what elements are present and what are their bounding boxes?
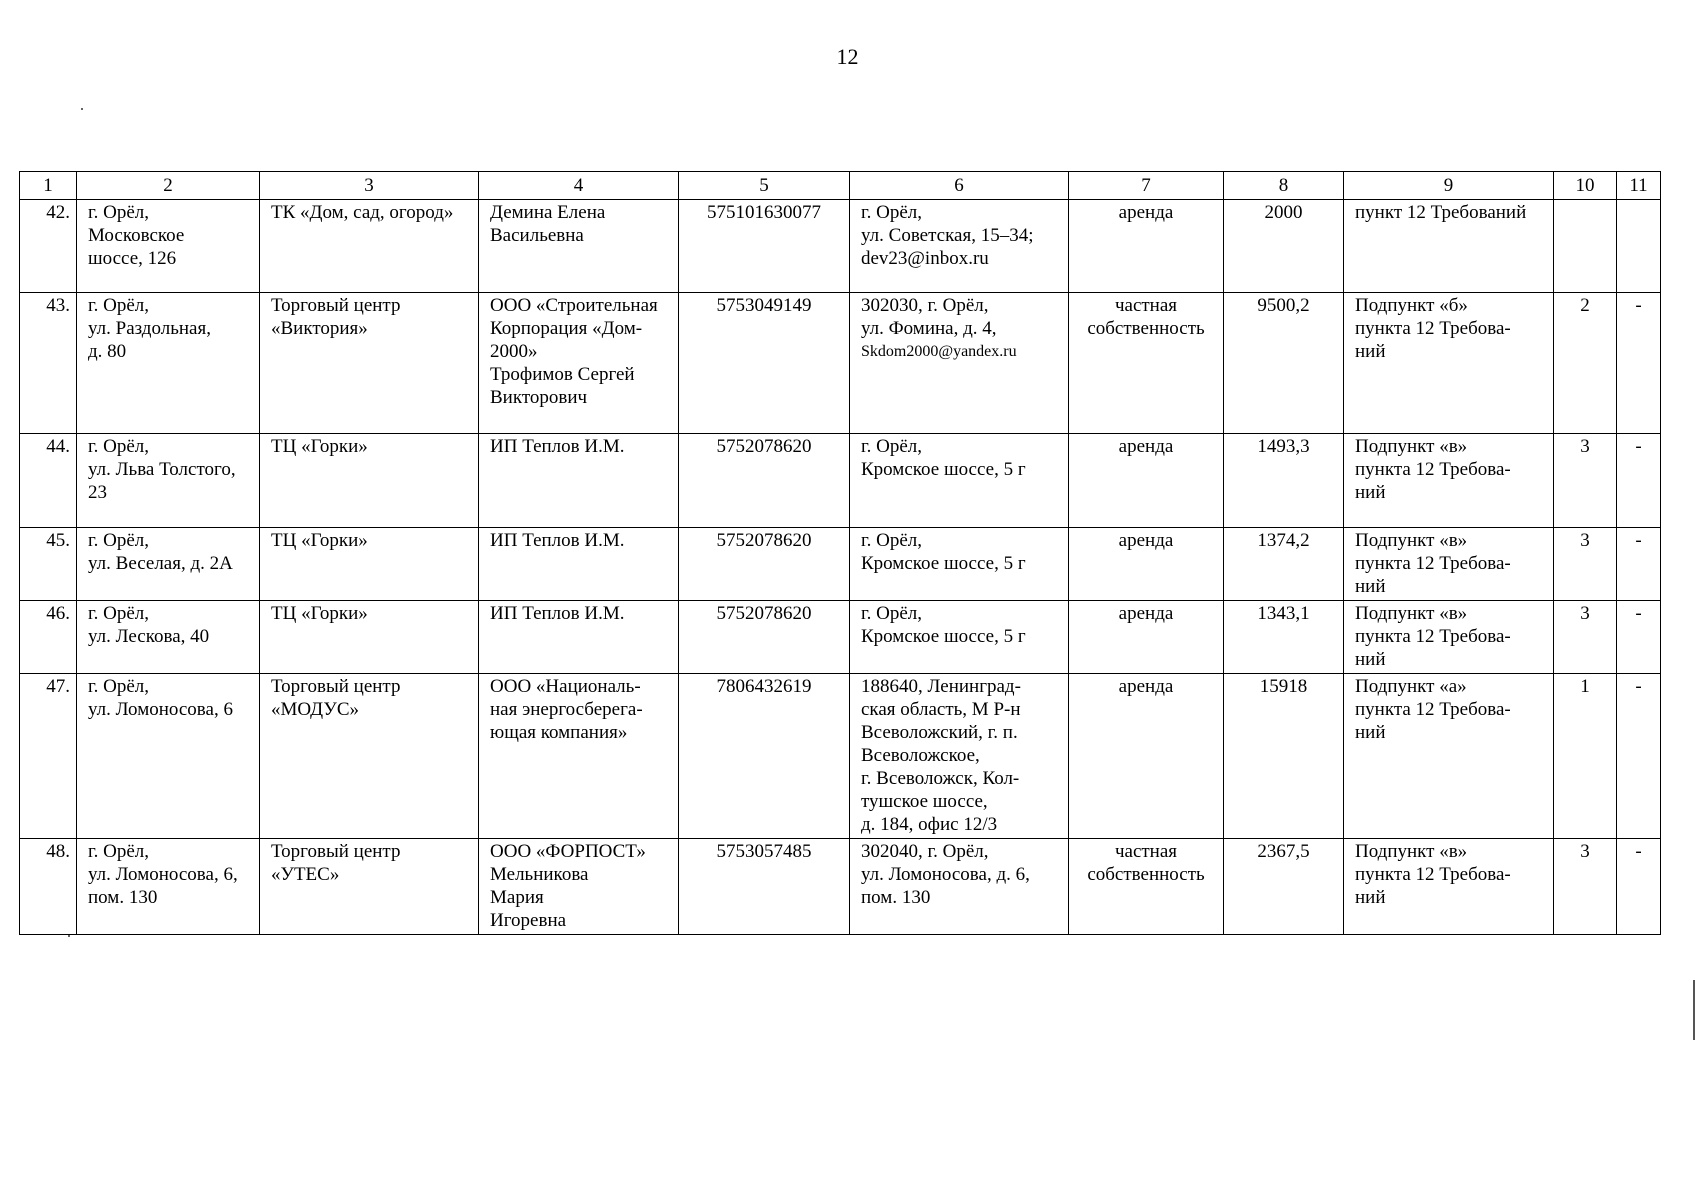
owner-name: ООО «Строительная Корпорация «Дом- 2000» Трофимов Сергей Викторович [479,293,679,434]
column-header: 5 [679,172,850,200]
column-11-cell: - [1617,434,1661,528]
owner-name: ООО «ФОРПОСТ» Мельникова Мария Игоревна [479,839,679,935]
table-row [20,434,1661,528]
object-address: г. Орёл, Московское шоссе, 126 [77,200,260,293]
object-address: г. Орёл, ул. Раздольная, д. 80 [77,293,260,434]
ownership-basis: аренда [1069,528,1224,601]
inn: 5752078620 [679,528,850,601]
table-row [20,200,1661,293]
table-row [20,839,1661,935]
category-cell: 3 [1554,601,1617,674]
column-header: 11 [1617,172,1661,200]
column-header: 4 [479,172,679,200]
area: 2367,5 [1224,839,1344,935]
area: 1374,2 [1224,528,1344,601]
requirement-reference: Подпункт «б» пункта 12 Требова- ний [1344,293,1554,434]
area: 9500,2 [1224,293,1344,434]
contact-address: г. Орёл, Кромское шоссе, 5 г [850,601,1069,674]
column-11-cell: - [1617,674,1661,839]
requirement-reference: Подпункт «в» пункта 12 Требова- ний [1344,528,1554,601]
object-name: ТЦ «Горки» [260,528,479,601]
category-cell: 3 [1554,528,1617,601]
object-address: г. Орёл, ул. Льва Толстого, 23 [77,434,260,528]
scan-speck [68,935,70,937]
category-cell: 3 [1554,839,1617,935]
table-row [20,293,1661,434]
column-header: 8 [1224,172,1344,200]
requirement-reference: пункт 12 Требований [1344,200,1554,293]
row-number: 45. [20,528,77,601]
category-cell: 3 [1554,434,1617,528]
inn: 5752078620 [679,601,850,674]
inn: 5753057485 [679,839,850,935]
scan-speck [81,108,83,110]
inn: 5753049149 [679,293,850,434]
column-11-cell: - [1617,839,1661,935]
table-row [20,528,1661,601]
row-number: 46. [20,601,77,674]
row-number: 44. [20,434,77,528]
inn: 5752078620 [679,434,850,528]
ownership-basis: аренда [1069,434,1224,528]
column-header: 2 [77,172,260,200]
object-name: Торговый центр «Виктория» [260,293,479,434]
header-row [20,172,1661,200]
contact-address: г. Орёл, Кромское шоссе, 5 г [850,434,1069,528]
object-name: Торговый центр «МОДУС» [260,674,479,839]
column-header: 1 [20,172,77,200]
table-row [20,674,1661,839]
owner-name: ИП Теплов И.М. [479,601,679,674]
row-number: 42. [20,200,77,293]
object-name: Торговый центр «УТЕС» [260,839,479,935]
inn: 575101630077 [679,200,850,293]
requirement-reference: Подпункт «в» пункта 12 Требова- ний [1344,839,1554,935]
object-address: г. Орёл, ул. Ломоносова, 6, пом. 130 [77,839,260,935]
inn: 7806432619 [679,674,850,839]
column-11-cell: - [1617,528,1661,601]
requirement-reference: Подпункт «в» пункта 12 Требова- ний [1344,434,1554,528]
row-number: 47. [20,674,77,839]
column-11-cell [1617,200,1661,293]
object-name: ТЦ «Горки» [260,601,479,674]
contact-address: г. Орёл, ул. Советская, 15–34; dev23@inbox.ru [850,200,1069,293]
ownership-basis: аренда [1069,674,1224,839]
area: 1493,3 [1224,434,1344,528]
object-address: г. Орёл, ул. Веселая, д. 2А [77,528,260,601]
area: 15918 [1224,674,1344,839]
ownership-basis: аренда [1069,200,1224,293]
contact-address: 302040, г. Орёл, ул. Ломоносова, д. 6, пом. 130 [850,839,1069,935]
column-header: 10 [1554,172,1617,200]
ownership-basis: частная собственность [1069,839,1224,935]
column-11-cell: - [1617,293,1661,434]
page-number: 12 [836,44,859,69]
owner-name: Демина Елена Васильевна [479,200,679,293]
category-cell: 1 [1554,674,1617,839]
contact-address: 188640, Ленинград- ская область, М Р-н Всеволожский, г. п. Всеволожское, г. Всеволожск, Кол- тушское шоссе, д. 184, офис 12/3 [850,674,1069,839]
row-number: 43. [20,293,77,434]
category-cell [1554,200,1617,293]
contact-address: г. Орёл, Кромское шоссе, 5 г [850,528,1069,601]
column-11-cell: - [1617,601,1661,674]
object-address: г. Орёл, ул. Лескова, 40 [77,601,260,674]
ownership-basis: аренда [1069,601,1224,674]
owner-name: ИП Теплов И.М. [479,434,679,528]
area: 1343,1 [1224,601,1344,674]
row-number: 48. [20,839,77,935]
column-header: 9 [1344,172,1554,200]
category-cell: 2 [1554,293,1617,434]
table-row [20,601,1661,674]
area: 2000 [1224,200,1344,293]
object-address: г. Орёл, ул. Ломоносова, 6 [77,674,260,839]
object-name: ТК «Дом, сад, огород» [260,200,479,293]
registry-table [19,171,1661,935]
column-header: 7 [1069,172,1224,200]
column-header: 3 [260,172,479,200]
column-header: 6 [850,172,1069,200]
object-name: ТЦ «Горки» [260,434,479,528]
owner-name: ИП Теплов И.М. [479,528,679,601]
ownership-basis: частная собственность [1069,293,1224,434]
requirement-reference: Подпункт «в» пункта 12 Требова- ний [1344,601,1554,674]
requirement-reference: Подпункт «а» пункта 12 Требова- ний [1344,674,1554,839]
owner-name: ООО «Националь- ная энергосберега- ющая компания» [479,674,679,839]
contact-address: 302030, г. Орёл, ул. Фомина, д. 4, Skdom2000@yandex.ru [850,293,1069,434]
